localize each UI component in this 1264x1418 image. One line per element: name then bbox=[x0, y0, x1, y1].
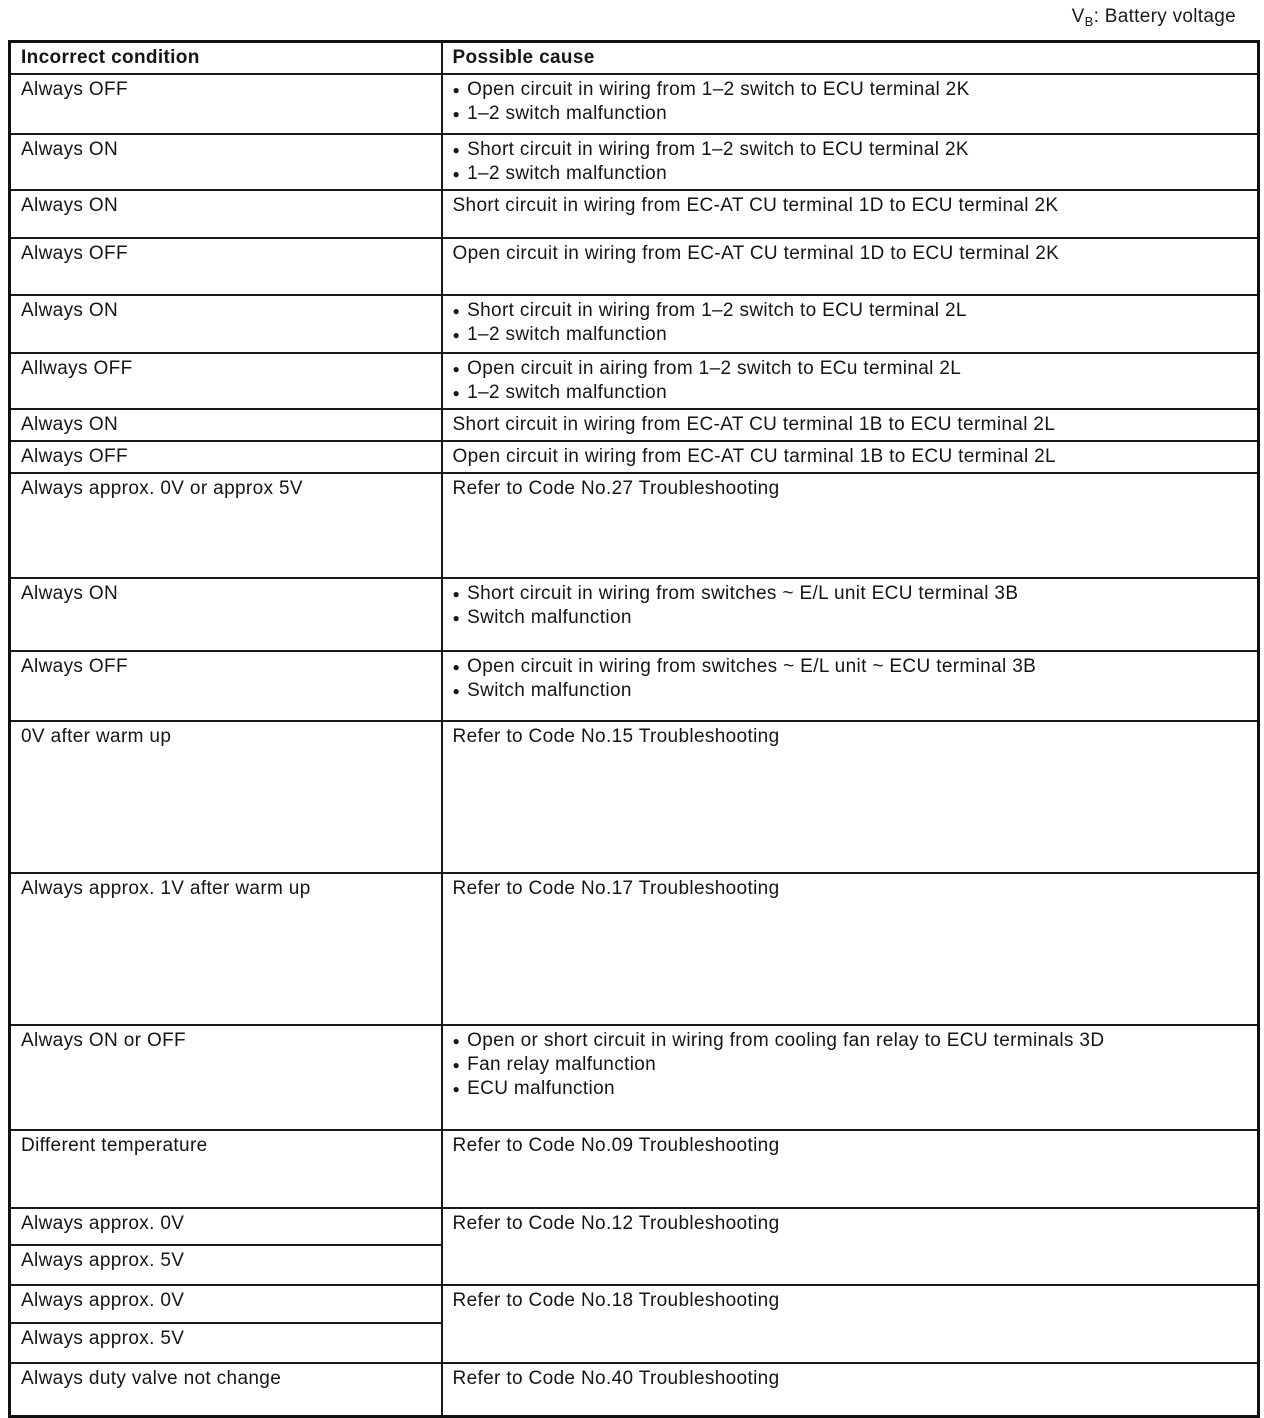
condition-cell: Always ON bbox=[10, 134, 442, 190]
table-row bbox=[10, 353, 1259, 409]
cause-cell bbox=[442, 190, 1259, 238]
cause-line bbox=[453, 445, 1252, 469]
cause-line bbox=[453, 477, 1252, 501]
cause-cell bbox=[442, 1208, 1259, 1285]
cause-line bbox=[453, 78, 1252, 102]
condition-cell: Always ON bbox=[10, 295, 442, 353]
bullet-icon: ● bbox=[452, 1034, 461, 1048]
cause-text: Refer to Code No.17 Troubleshooting bbox=[452, 878, 780, 899]
cause-cell bbox=[442, 721, 1259, 873]
troubleshooting-table bbox=[8, 40, 1260, 1418]
bullet-icon: ● bbox=[452, 304, 461, 318]
cause-cell bbox=[442, 238, 1259, 295]
bullet-icon: ● bbox=[452, 1082, 461, 1096]
cause-line bbox=[453, 162, 1252, 186]
condition-cell: Always approx. 0V bbox=[10, 1285, 442, 1323]
bullet-icon: ● bbox=[452, 1058, 461, 1072]
table-row bbox=[10, 74, 1259, 134]
condition-cell: Always ON bbox=[10, 578, 442, 651]
cause-cell bbox=[442, 1285, 1259, 1363]
bullet-icon: ● bbox=[452, 143, 461, 157]
table-row bbox=[10, 1363, 1259, 1416]
bullet-icon: ● bbox=[452, 83, 461, 97]
condition-cell: Always OFF bbox=[10, 441, 442, 473]
cause-line bbox=[453, 194, 1252, 218]
condition-cell: Always ON bbox=[10, 409, 442, 441]
cause-line bbox=[453, 413, 1252, 437]
cause-line bbox=[453, 299, 1252, 323]
bullet-icon: ● bbox=[452, 587, 461, 601]
cause-text: Switch malfunction bbox=[467, 680, 632, 701]
cause-text: Switch malfunction bbox=[467, 607, 632, 628]
cause-line bbox=[453, 102, 1252, 126]
cause-line bbox=[453, 679, 1252, 703]
header-row bbox=[10, 42, 1259, 75]
table-row bbox=[10, 578, 1259, 651]
cause-text: Refer to Code No.09 Troubleshooting bbox=[452, 1135, 780, 1156]
bullet-icon: ● bbox=[452, 328, 461, 342]
cause-text: Refer to Code No.12 Troubleshooting bbox=[452, 1213, 780, 1234]
cause-cell bbox=[442, 409, 1259, 441]
cause-text: Refer to Code No.40 Troubleshooting bbox=[452, 1368, 780, 1389]
cause-text: ECU malfunction bbox=[467, 1078, 615, 1099]
cause-cell bbox=[442, 134, 1259, 190]
cause-text: Refer to Code No.18 Troubleshooting bbox=[452, 1290, 780, 1311]
cause-line bbox=[453, 242, 1252, 266]
table-row bbox=[10, 1285, 1259, 1323]
condition-cell: Different temperature bbox=[10, 1130, 442, 1208]
condition-cell: Allways OFF bbox=[10, 353, 442, 409]
cause-line bbox=[453, 1029, 1252, 1053]
bullet-icon: ● bbox=[452, 362, 461, 376]
cause-line bbox=[453, 606, 1252, 630]
condition-cell: 0V after warm up bbox=[10, 721, 442, 873]
condition-cell: Always approx. 5V bbox=[10, 1245, 442, 1285]
cause-line bbox=[453, 1367, 1252, 1391]
cause-text: Open circuit in wiring from EC-AT CU tarminal 1B to ECU terminal 2L bbox=[452, 446, 1056, 467]
condition-cell: Always ON or OFF bbox=[10, 1025, 442, 1130]
cause-cell bbox=[442, 473, 1259, 578]
condition-cell: Always OFF bbox=[10, 74, 442, 134]
table-row bbox=[10, 134, 1259, 190]
cause-text: Open circuit in wiring from 1–2 switch to ECU terminal 2K bbox=[467, 79, 970, 100]
cause-line bbox=[453, 1289, 1252, 1313]
cause-text: Open or short circuit in wiring from cooling fan relay to ECU terminals 3D bbox=[467, 1030, 1105, 1051]
col-header-possible-cause: Possible cause bbox=[442, 42, 1259, 75]
cause-line bbox=[453, 877, 1252, 901]
cause-cell bbox=[442, 1363, 1259, 1416]
condition-cell: Always OFF bbox=[10, 238, 442, 295]
cause-line bbox=[453, 138, 1252, 162]
col-header-incorrect-condition: Incorrect condition bbox=[10, 42, 442, 75]
bullet-icon: ● bbox=[452, 386, 461, 400]
cause-text: Short circuit in wiring from EC-AT CU terminal 1D to ECU terminal 2K bbox=[452, 195, 1059, 216]
cause-cell bbox=[442, 74, 1259, 134]
table-row bbox=[10, 295, 1259, 353]
cause-line bbox=[453, 381, 1252, 405]
condition-cell: Always approx. 0V or approx 5V bbox=[10, 473, 442, 578]
cause-text: Refer to Code No.15 Troubleshooting bbox=[452, 726, 780, 747]
cause-line bbox=[453, 725, 1252, 749]
cause-line bbox=[453, 1212, 1252, 1236]
cause-text: Open circuit in wiring from switches ~ E/L unit ~ ECU terminal 3B bbox=[467, 656, 1037, 677]
cause-line bbox=[453, 1134, 1252, 1158]
cause-cell bbox=[442, 353, 1259, 409]
cause-cell bbox=[442, 1025, 1259, 1130]
cause-text: Short circuit in wiring from 1–2 switch to ECU terminal 2K bbox=[467, 139, 969, 160]
condition-cell: Always duty valve not change bbox=[10, 1363, 442, 1416]
cause-text: Short circuit in wiring from EC-AT CU terminal 1B to ECU terminal 2L bbox=[452, 414, 1056, 435]
cause-cell bbox=[442, 651, 1259, 721]
table-row bbox=[10, 1025, 1259, 1130]
cause-line bbox=[453, 1077, 1252, 1101]
condition-cell: Always OFF bbox=[10, 651, 442, 721]
cause-cell bbox=[442, 295, 1259, 353]
bullet-icon: ● bbox=[452, 684, 461, 698]
cause-line bbox=[453, 323, 1252, 347]
bullet-icon: ● bbox=[452, 611, 461, 625]
cause-text: Open circuit in wiring from EC-AT CU terminal 1D to ECU terminal 2K bbox=[452, 243, 1060, 264]
corner-note bbox=[1072, 6, 1236, 29]
condition-cell: Always ON bbox=[10, 190, 442, 238]
corner-note-subscript: B bbox=[1084, 14, 1094, 29]
cause-text: 1–2 switch malfunction bbox=[467, 163, 668, 184]
table-row bbox=[10, 651, 1259, 721]
cause-line bbox=[453, 357, 1252, 381]
cause-text: 1–2 switch malfunction bbox=[467, 103, 668, 124]
bullet-icon: ● bbox=[452, 660, 461, 674]
bullet-icon: ● bbox=[452, 107, 461, 121]
cause-cell bbox=[442, 441, 1259, 473]
condition-cell: Always approx. 1V after warm up bbox=[10, 873, 442, 1025]
table-row bbox=[10, 1208, 1259, 1245]
condition-cell: Always approx. 0V bbox=[10, 1208, 442, 1245]
condition-cell: Always approx. 5V bbox=[10, 1323, 442, 1363]
table-row bbox=[10, 238, 1259, 295]
cause-cell bbox=[442, 578, 1259, 651]
cause-text: Fan relay malfunction bbox=[467, 1054, 657, 1075]
cause-line bbox=[453, 1053, 1252, 1077]
cause-cell bbox=[442, 1130, 1259, 1208]
cause-text: Short circuit in wiring from 1–2 switch to ECU terminal 2L bbox=[467, 300, 967, 321]
table-row bbox=[10, 721, 1259, 873]
cause-text: Short circuit in wiring from switches ~ E/L unit ECU terminal 3B bbox=[467, 583, 1019, 604]
table-row bbox=[10, 409, 1259, 441]
table-row bbox=[10, 873, 1259, 1025]
table-row bbox=[10, 1130, 1259, 1208]
cause-line bbox=[453, 655, 1252, 679]
cause-text: Refer to Code No.27 Troubleshooting bbox=[452, 478, 780, 499]
cause-text: Open circuit in airing from 1–2 switch to ECu terminal 2L bbox=[467, 358, 962, 379]
bullet-icon: ● bbox=[452, 167, 461, 181]
cause-text: 1–2 switch malfunction bbox=[467, 324, 668, 345]
corner-note-symbol: V bbox=[1071, 6, 1085, 27]
table-row bbox=[10, 190, 1259, 238]
corner-note-label: : Battery voltage bbox=[1093, 6, 1236, 27]
cause-cell bbox=[442, 873, 1259, 1025]
cause-line bbox=[453, 582, 1252, 606]
table-row bbox=[10, 441, 1259, 473]
table-row bbox=[10, 473, 1259, 578]
cause-text: 1–2 switch malfunction bbox=[467, 382, 668, 403]
